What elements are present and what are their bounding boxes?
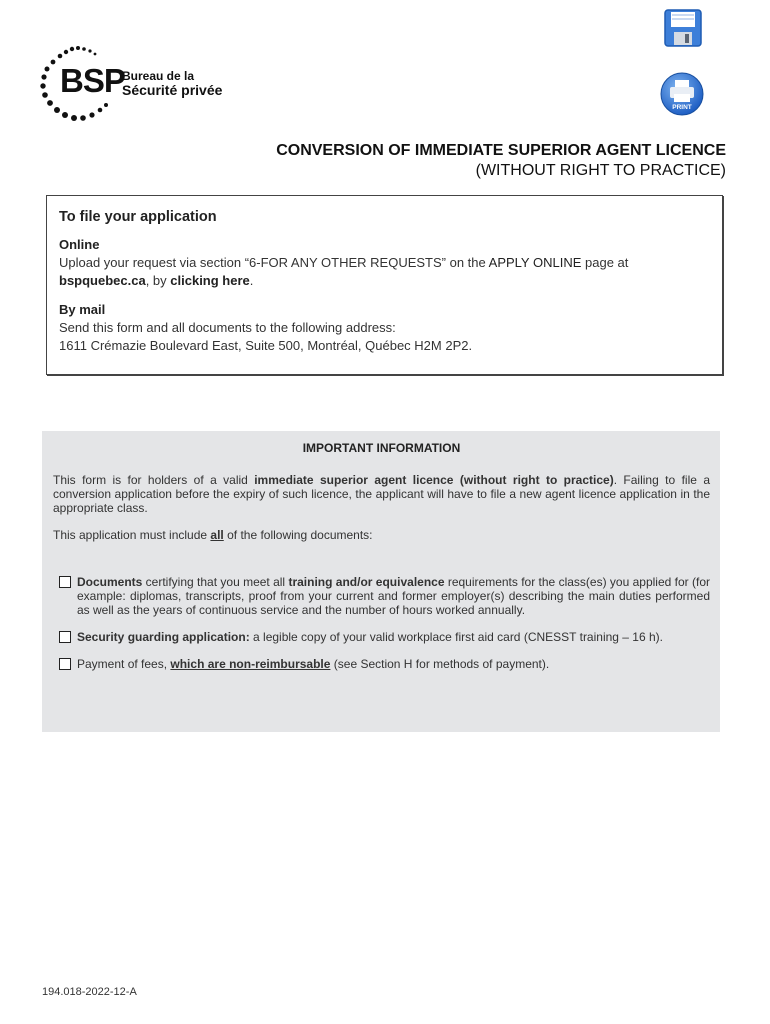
info-paragraph-2: This application must include all of the following documents: <box>53 528 373 542</box>
filing-heading: To file your application <box>59 209 217 225</box>
payment-of-fees-checkbox[interactable] <box>59 658 71 670</box>
bspquebec-link[interactable]: bspquebec.ca <box>59 273 146 288</box>
document-requirement-item: Security guarding application: a legible copy of your valid workplace first aid card (CNESST training – 16 h). <box>53 630 710 644</box>
security-guarding-checkbox[interactable] <box>59 631 71 643</box>
mail-instructions: Send this form and all documents to the following address: <box>59 320 396 335</box>
document-requirement-item: Documents certifying that you meet all training and/or equivalence requirements for the class(es) you applied for (for example: diplomas, transcripts, proof from your current and former employer(s) describing the main duties performed as well as the years of continuous service and the number of hours worked annually. <box>53 575 710 617</box>
documents-checkbox[interactable] <box>59 576 71 588</box>
form-code: 194.018-2022-12-A <box>42 986 137 998</box>
important-info-title: IMPORTANT INFORMATION <box>302 441 461 455</box>
print-label: PRINT <box>672 104 692 111</box>
clicking-here-link[interactable]: clicking here <box>170 273 250 288</box>
important-information-panel <box>42 431 720 732</box>
filing-instructions-box <box>46 195 723 375</box>
info-paragraph-1: This form is for holders of a valid immediate superior agent licence (without right to practice). Failing to file a conversion application before the expiry of such licence, the applicant will have to file a new agent licence application in the appropriate class. <box>53 473 710 515</box>
online-label: Online <box>59 237 100 252</box>
printer-icon <box>660 72 704 116</box>
floppy-disk-icon[interactable] <box>664 9 702 47</box>
online-instructions: Upload your request via section “6-FOR ANY OTHER REQUESTS” on the APPLY ONLINE page at bspquebec.ca, by clicking here. <box>59 255 629 288</box>
print-button[interactable] <box>660 72 704 116</box>
apply-online-link[interactable]: APPLY ONLINE <box>488 255 582 270</box>
form-title: CONVERSION OF IMMEDIATE SUPERIOR AGENT LICENCE <box>276 142 726 159</box>
mail-address: 1611 Crémazie Boulevard East, Suite 500, Montréal, Québec H2M 2P2. <box>59 338 473 353</box>
document-requirement-item: Payment of fees, which are non-reimbursable (see Section H for methods of payment). <box>53 657 710 671</box>
logo-name-line1: Bureau de la <box>122 69 195 83</box>
logo-name-line2: Sécurité privée <box>122 82 223 98</box>
logo-abbreviation: BSP <box>60 62 125 99</box>
form-subtitle: (WITHOUT RIGHT TO PRACTICE) <box>475 162 726 179</box>
mail-label: By mail <box>59 302 106 317</box>
